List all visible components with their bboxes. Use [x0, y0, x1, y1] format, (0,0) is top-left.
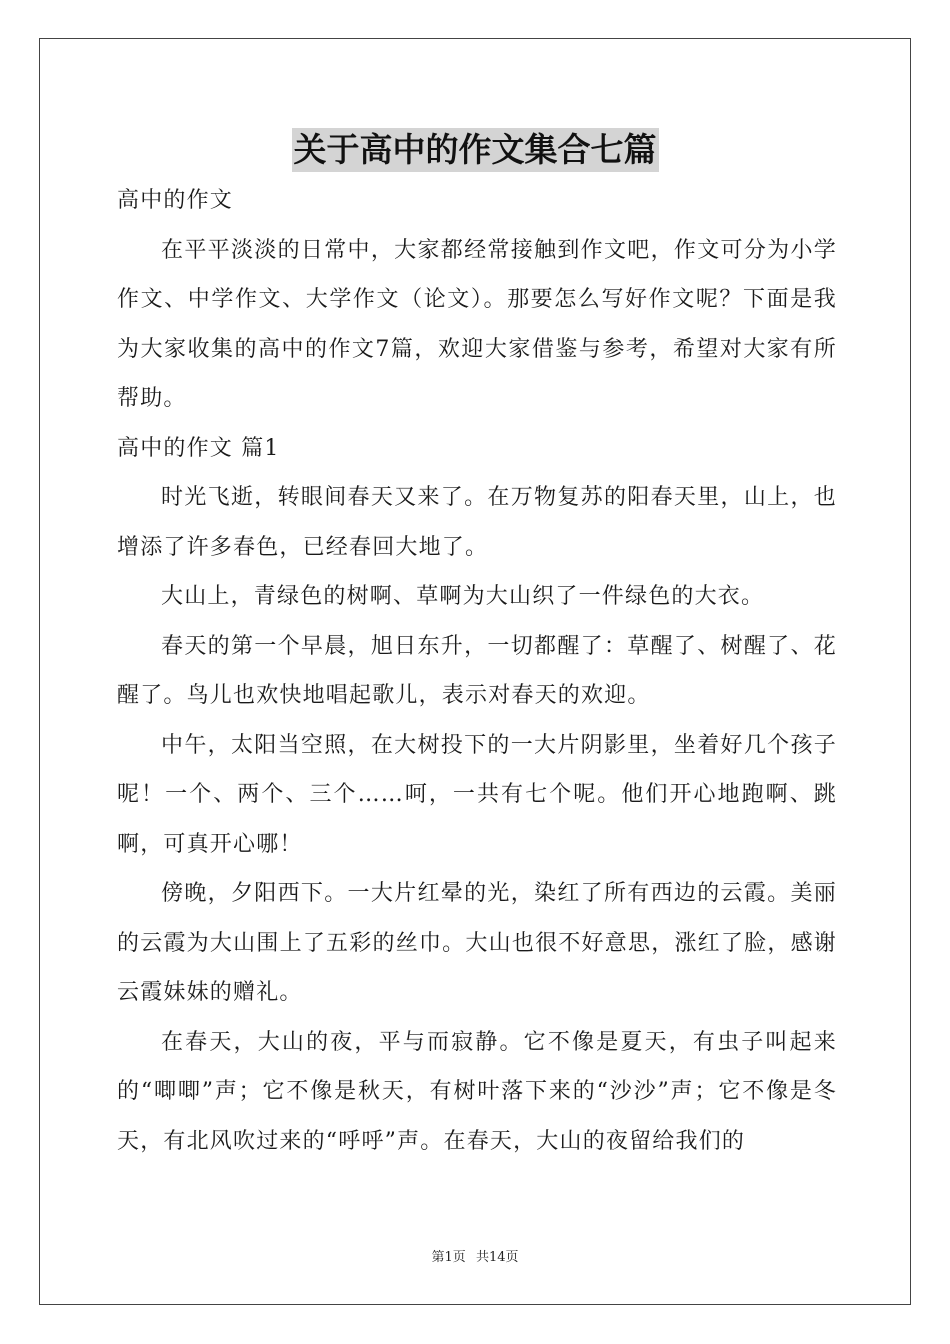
page-number: 第1页 — [431, 1250, 466, 1265]
page-total: 共14页 — [475, 1250, 519, 1265]
paragraph: 在平平淡淡的日常中，大家都经常接触到作文吧，作文可分为小学作文、中学作文、大学作文（论文）。那要怎么写好作文呢？下面是我为大家收集的高中的作文7篇，欢迎大家借鉴与参考，希望对大家有所帮助。 — [117, 237, 837, 411]
paragraph: 高中的作文 — [117, 188, 234, 213]
paragraph: 时光飞逝，转眼间春天又来了。在万物复苏的阳春天里，山上，也增添了许多春色，已经春回大地了。 — [117, 485, 837, 560]
paragraph: 高中的作文 篇1 — [117, 435, 280, 461]
page-footer — [0, 1246, 950, 1265]
paragraph: 大山上，青绿色的树啊、草啊为大山织了一件绿色的大衣。 — [161, 584, 765, 609]
paragraph: 在春天，大山的夜，平与而寂静。它不像是夏天，有虫子叫起来的“唧唧”声；它不像是秋天，有树叶落下来的“沙沙”声；它不像是冬天，有北风吹过来的“呼呼”声。在春天，大山的夜留给我们的 — [117, 1029, 837, 1154]
paragraph: 傍晚，夕阳西下。一大片红晕的光，染红了所有西边的云霞。美丽的云霞为大山围上了五彩的丝巾。大山也很不好意思，涨红了脸，感谢云霞妹妹的赠礼。 — [117, 881, 837, 1005]
document-body — [117, 176, 837, 1166]
document-title: 关于高中的作文集合七篇 — [292, 128, 659, 172]
title-container — [0, 128, 950, 172]
paragraph: 春天的第一个早晨，旭日东升，一切都醒了：草醒了、树醒了、花醒了。鸟儿也欢快地唱起歌儿，表示对春天的欢迎。 — [117, 633, 837, 708]
paragraph: 中午，太阳当空照，在大树投下的一大片阴影里，坐着好几个孩子呢！一个、两个、三个……呵，一共有七个呢。他们开心地跑啊、跳啊，可真开心哪！ — [117, 732, 837, 857]
